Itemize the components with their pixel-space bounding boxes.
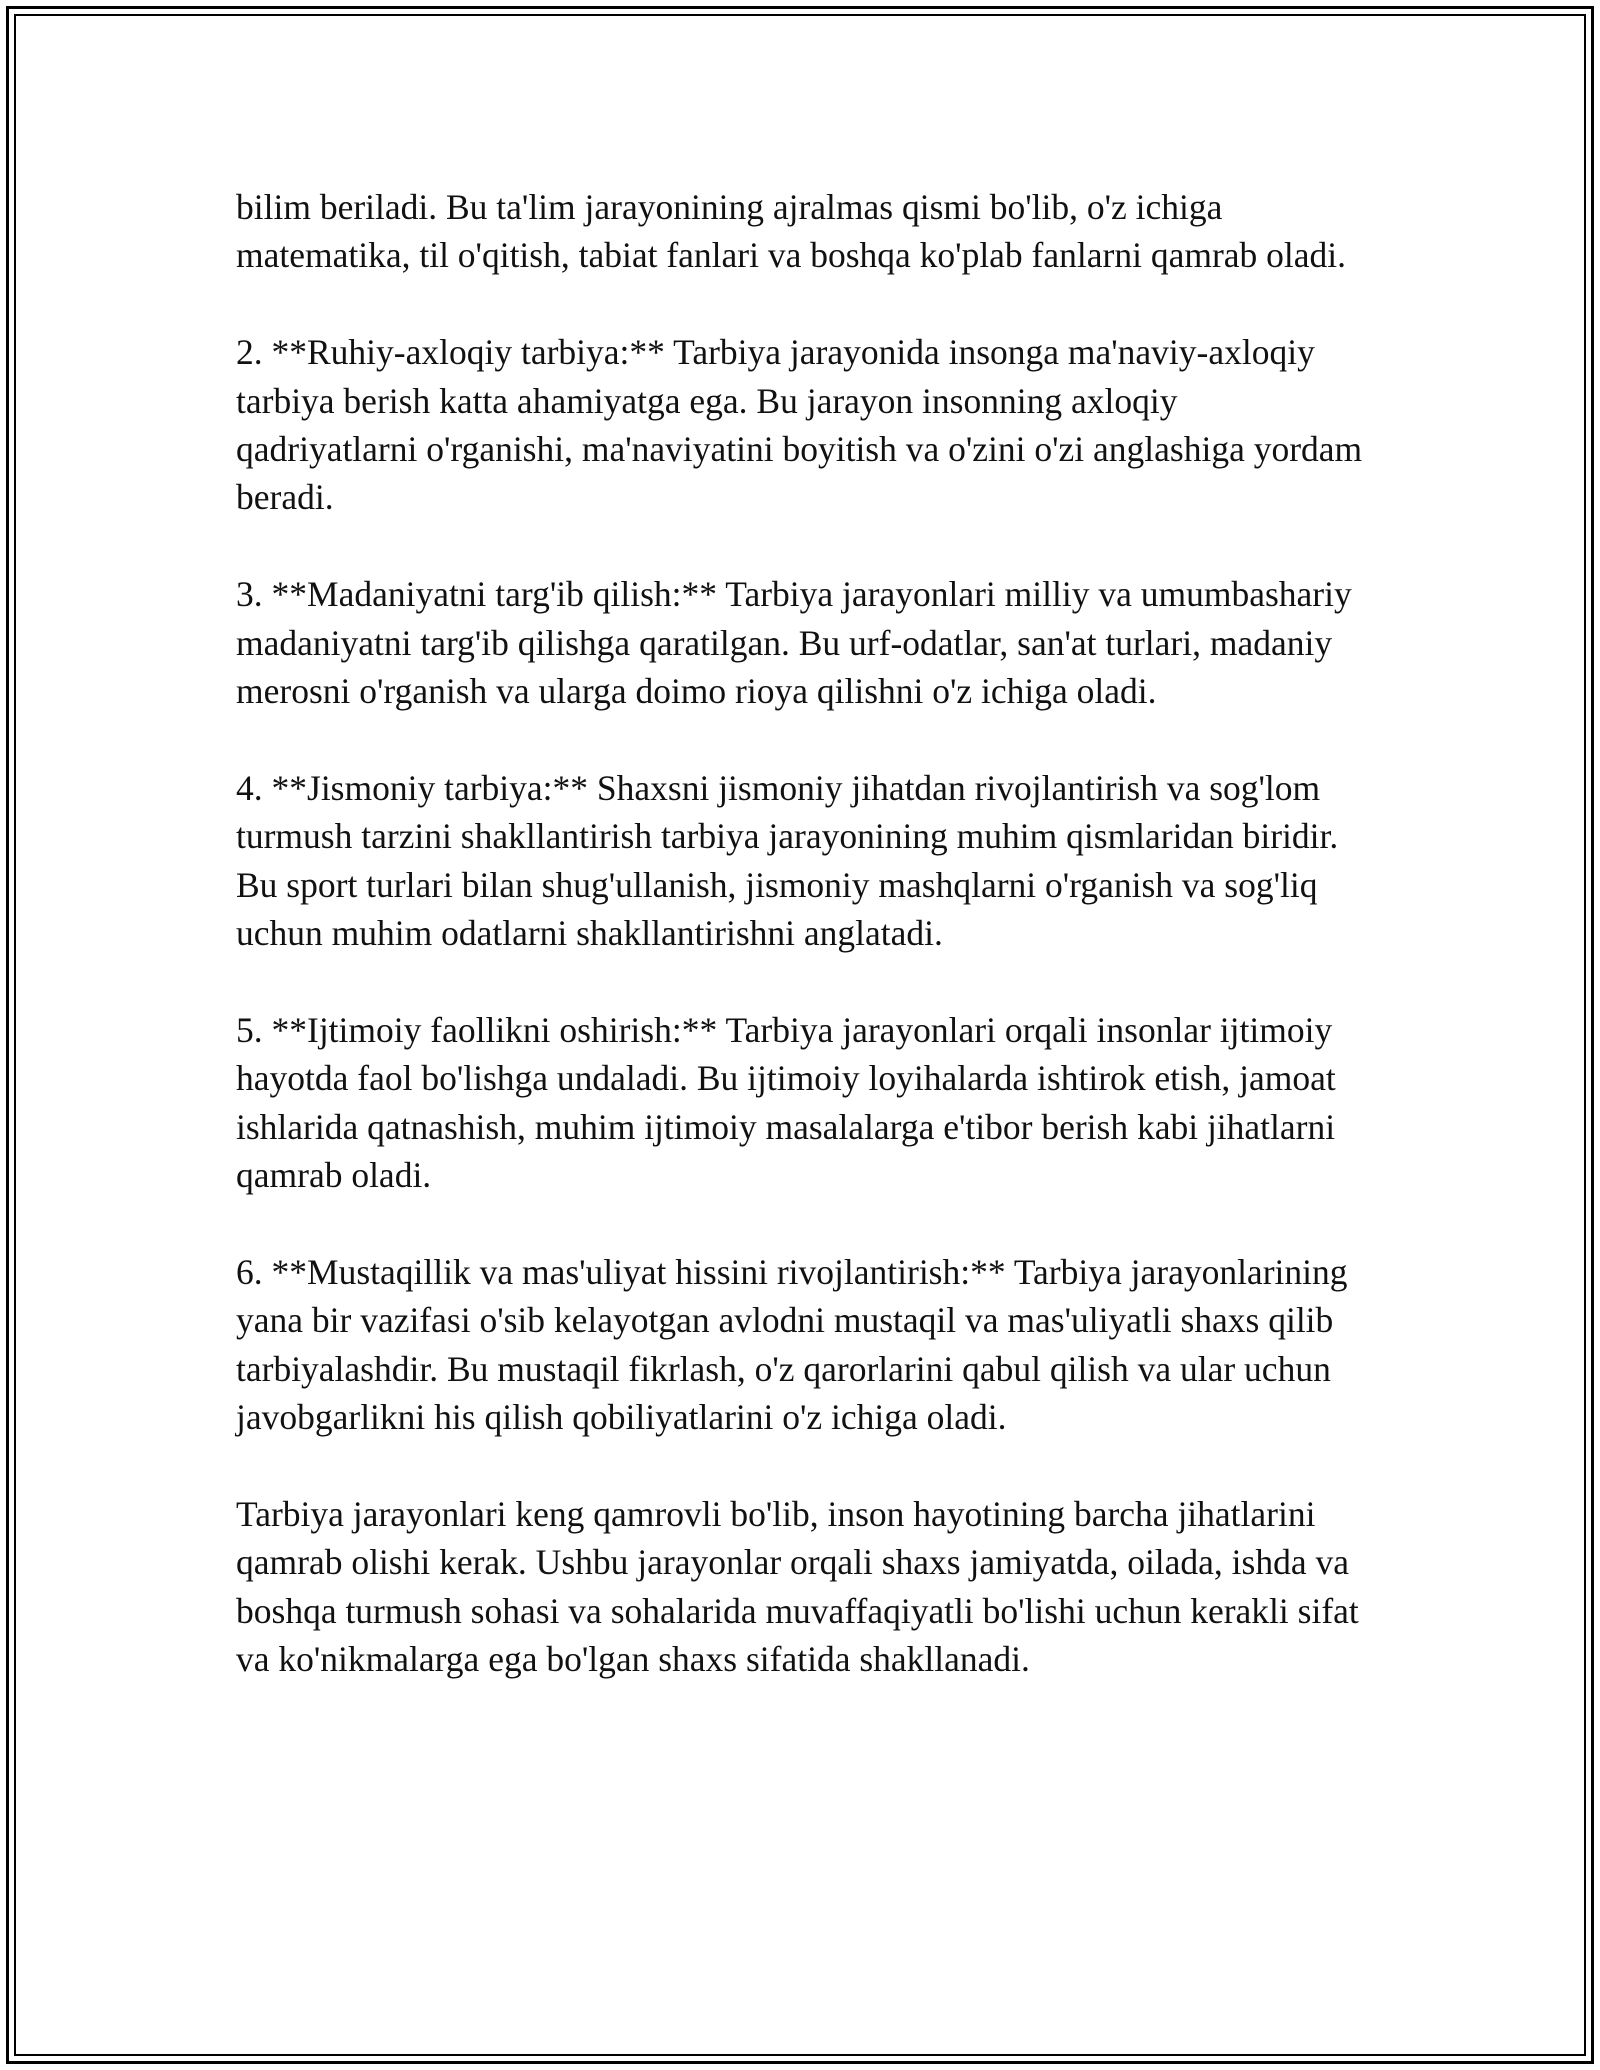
- paragraph-intro: bilim beriladi. Bu ta'lim jarayonining ajralmas qismi bo'lib, o'z ichiga matematika, til o'qitish, tabiat fanlari va boshqa ko'plab fanlarni qamrab oladi.: [236, 187, 1346, 276]
- paragraph-item-2: 2. **Ruhiy-axloqiy tarbiya:** Tarbiya jarayonida insonga ma'naviy-axloqiy tarbiya berish katta ahamiyatga ega. Bu jarayon insonning axloqiy qadriyatlarni o'rganishi, ma'naviyatini boyitish va o'zini o'zi anglashiga yordam beradi.: [236, 332, 1363, 518]
- paragraph-item-4: 4. **Jismoniy tarbiya:** Shaxsni jismoniy jihatdan rivojlantirish va sog'lom turmush tarzini shakllantirish tarbiya jarayonining muhim qismlaridan biridir. Bu sport turlari bilan shug'ullanish, jismoniy mashqlarni o'rganish va sog'liq uchun muhim odatlarni shakllantirishni anglatadi.: [236, 767, 1339, 954]
- paragraph-item-6: 6. **Mustaqillik va mas'uliyat hissini rivojlantirish:** Tarbiya jarayonlarining yana bir vazifasi o'sib kelayotgan avlodni mustaqil va mas'uliyatli shaxs qilib tarbiyalashdir. Bu mustaqil fikrlash, o'z qarorlarini qabul qilish va ular uchun javobgarlikni his qilish qobiliyatlarini o'z ichiga oladi.: [236, 1251, 1348, 1438]
- paragraph-conclusion: Tarbiya jarayonlari keng qamrovli bo'lib, inson hayotining barcha jihatlarini qamrab olishi kerak. Ushbu jarayonlar orqali shaxs jamiyatda, oilada, ishda va boshqa turmush sohasi va sohalarida muvaffaqiyatli bo'lishi uchun kerakli sifat va ko'nikmalarga ega bo'lgan shaxs sifatida shakllanadi.: [236, 1493, 1359, 1680]
- paragraph-item-3: 3. **Madaniyatni targ'ib qilish:** Tarbiya jarayonlari milliy va umumbashariy madaniyatni targ'ib qilishga qaratilgan. Bu urf-odatlar, san'at turlari, madaniy merosni o'rganish va ularga doimo rioya qilishni o'z ichiga oladi.: [236, 574, 1352, 712]
- document-body: [236, 183, 1366, 1684]
- paragraph-item-5: 5. **Ijtimoiy faollikni oshirish:** Tarbiya jarayonlari orqali insonlar ijtimoiy hayotda faol bo'lishga undaladi. Bu ijtimoiy loyihalarda ishtirok etish, jamoat ishlarida qatnashish, muhim ijtimoiy masalalarga e'tibor berish kabi jihatlarni qamrab oladi.: [236, 1009, 1336, 1196]
